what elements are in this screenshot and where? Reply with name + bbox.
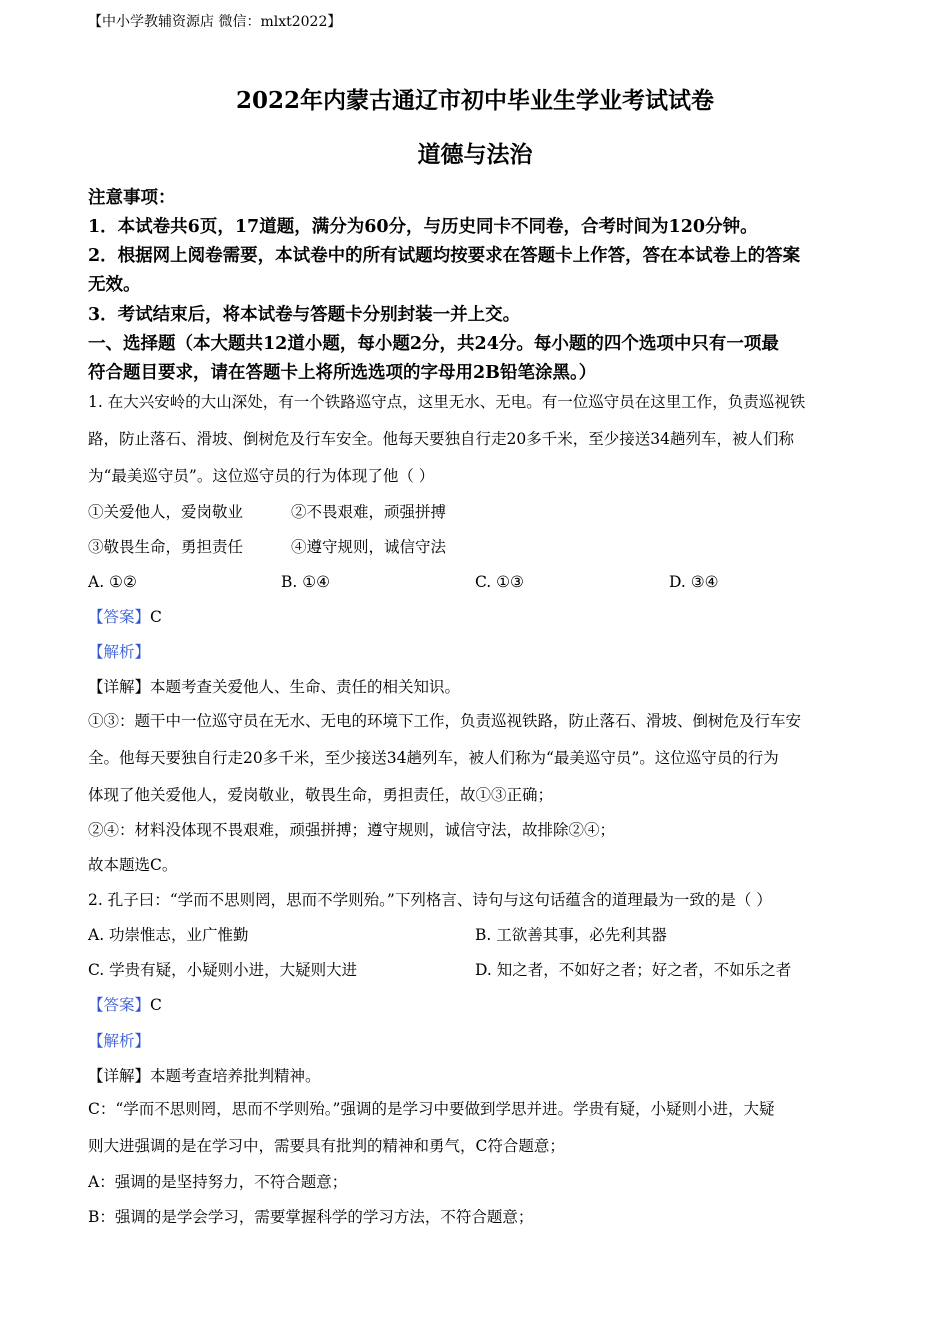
q2-explanation-4: B：强调的是学会学习，需要掌握科学的学习方法，不符合题意； <box>88 1208 534 1226</box>
q1-item-4: ④遵守规则，诚信守法 <box>291 538 447 556</box>
exam-subject: 道德与法治 <box>417 141 533 168</box>
q1-option-d: D. ③④ <box>669 573 719 591</box>
q2-explanation-2: 则大进强调的是在学习中，需要具有批判的精神和勇气，C符合题意； <box>88 1137 565 1155</box>
q1-explanation-2: 全。他每天要独自行走20多千米，至少接送34趟列车，被人们称为“最美巡守员”。这位巡守员的行为 <box>88 749 779 767</box>
q1-stem-line-1: 1. 在大兴安岭的大山深处，有一个铁路巡守点，这里无水、无电。有一位巡守员在这里工作，负责巡视铁 <box>88 393 806 411</box>
q1-analysis-label: 【解析】 <box>88 643 151 661</box>
answer-label: 【答案】 <box>88 608 151 626</box>
section-heading: 一、选择题（本大题共12道小题，每小题2分，共24分。每小题的四个选项中只有一项最 <box>88 334 779 354</box>
q1-item-1: ①关爱他人，爱岗敬业 <box>88 503 244 521</box>
q2-option-a: A. 功崇惟志，业广惟勤 <box>88 926 249 944</box>
q2-stem: 2. 孔子曰：“学而不思则罔，思而不学则殆。”下列格言、诗句与这句话蕴含的道理最为一致的是（ ） <box>88 891 772 909</box>
page-header-note: 【中小学教辅资源店 微信：mlxt2022】 <box>88 14 342 30</box>
q2-analysis-label: 【解析】 <box>88 1032 151 1050</box>
q2-detail <box>88 1065 321 1087</box>
detail-text: 本题考查关爱他人、生命、责任的相关知识。 <box>150 678 461 696</box>
q1-stem-line-2: 路，防止落石、滑坡、倒树危及行车安全。他每天要独自行走20多千米，至少接送34趟列车，被人们称 <box>88 430 794 448</box>
note-1: 1．本试卷共6页，17道题，满分为60分，与历史同卡不同卷，合考时间为120分钟。 <box>88 217 758 237</box>
q2-explanation-3: A：强调的是坚持努力，不符合题意； <box>88 1173 348 1191</box>
q2-answer <box>88 994 162 1016</box>
answer-label: 【答案】 <box>88 996 151 1014</box>
detail-label: 【详解】 <box>88 678 151 696</box>
q1-explanation-5: 故本题选C。 <box>88 856 178 874</box>
answer-value: C <box>150 996 162 1014</box>
note-2: 2．根据网上阅卷需要，本试卷中的所有试题均按要求在答题卡上作答，答在本试卷上的答案 <box>88 246 801 266</box>
q1-answer <box>88 606 162 628</box>
q2-option-c: C. 学贵有疑，小疑则小进，大疑则大进 <box>88 961 358 979</box>
q1-stem-line-3: 为“最美巡守员”。这位巡守员的行为体现了他（ ） <box>88 467 435 485</box>
q2-explanation-1: C：“学而不思则罔，思而不学则殆。”强调的是学习中要做到学思并进。学贵有疑，小疑则小进，大疑 <box>88 1100 775 1118</box>
q1-option-a: A. ①② <box>88 573 137 591</box>
q1-option-c: C. ①③ <box>475 573 524 591</box>
q1-explanation-1: ①③：题干中一位巡守员在无水、无电的环境下工作，负责巡视铁路，防止落石、滑坡、倒树危及行车安 <box>88 712 802 730</box>
q2-option-b: B. 工欲善其事，必先利其器 <box>475 926 667 944</box>
q1-explanation-3: 体现了他关爱他人，爱岗敬业，敬畏生命，勇担责任，故①③正确； <box>88 786 554 804</box>
q1-detail <box>88 676 460 698</box>
section-heading-cont: 符合题目要求，请在答题卡上将所选选项的字母用2B铅笔涂黑。） <box>88 363 597 383</box>
detail-text: 本题考查培养批判精神。 <box>150 1067 321 1085</box>
q1-item-2: ②不畏艰难，顽强拼搏 <box>291 503 447 521</box>
detail-label: 【详解】 <box>88 1067 151 1085</box>
notes-heading: 注意事项： <box>88 188 176 208</box>
note-3: 3．考试结束后，将本试卷与答题卡分别封装一并上交。 <box>88 305 521 325</box>
answer-value: C <box>150 608 162 626</box>
note-2-cont: 无效。 <box>88 275 141 295</box>
q1-explanation-4: ②④：材料没体现不畏艰难，顽强拼搏；遵守规则，诚信守法，故排除②④； <box>88 821 616 839</box>
q2-option-d: D. 知之者，不如好之者；好之者，不如乐之者 <box>475 961 792 979</box>
q1-item-3: ③敬畏生命，勇担责任 <box>88 538 244 556</box>
q1-option-b: B. ①④ <box>281 573 331 591</box>
exam-title: 2022年内蒙古通辽市初中毕业生学业考试试卷 <box>235 87 714 114</box>
